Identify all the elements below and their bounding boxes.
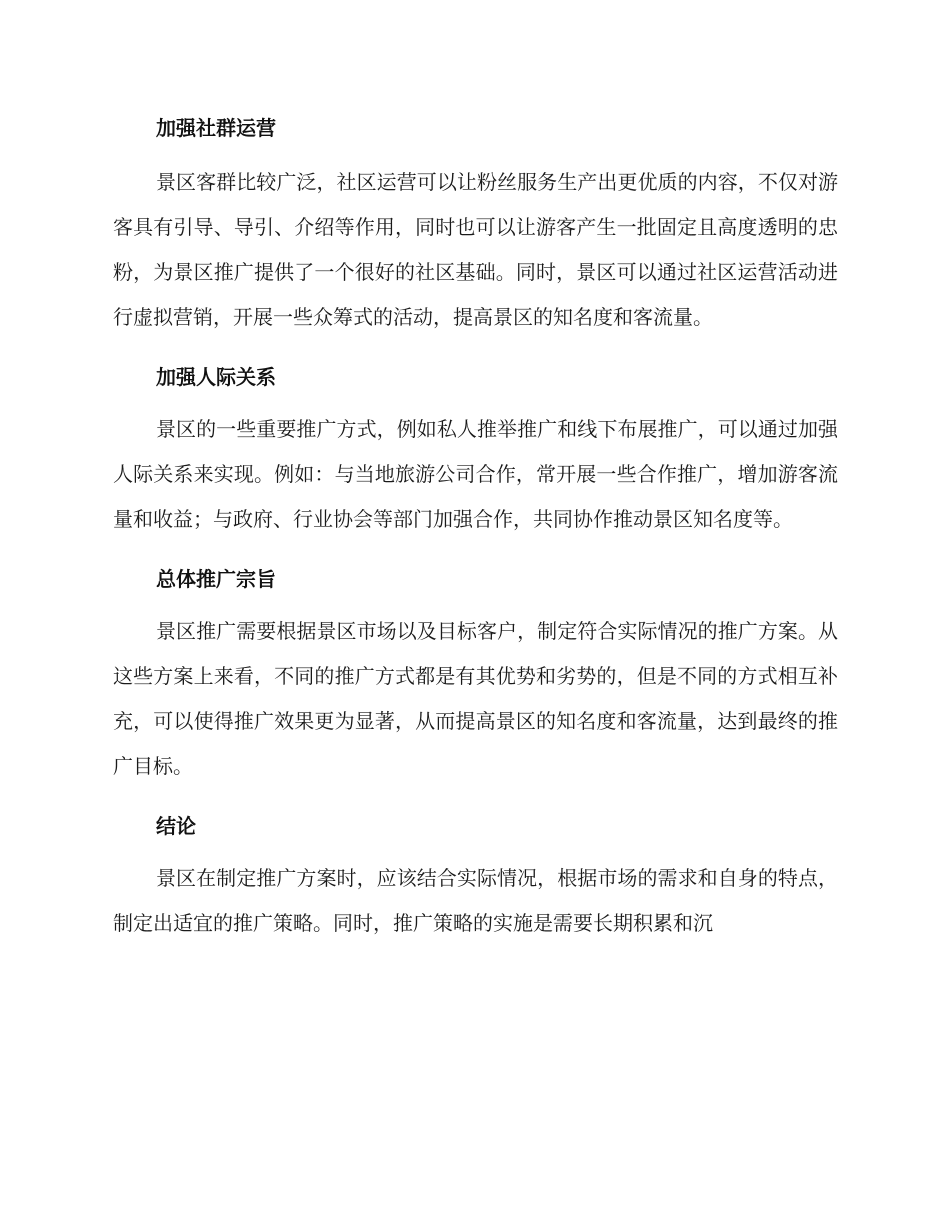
section-paragraph-conclusion: 景区在制定推广方案时，应该结合实际情况，根据市场的需求和自身的特点，制定出适宜的推广策略。同时，推广策略的实施是需要长期积累和沉 bbox=[113, 866, 838, 935]
section-heading-conclusion: 结论 bbox=[156, 814, 196, 838]
section-heading-overall-promotion-purpose: 总体推广宗旨 bbox=[156, 567, 276, 591]
section-heading-interpersonal-relations: 加强人际关系 bbox=[156, 365, 276, 389]
section-paragraph-interpersonal-relations: 景区的一些重要推广方式，例如私人推举推广和线下布展推广，可以通过加强人际关系来实现。例如：与当地旅游公司合作，常开展一些合作推广，增加游客流量和收益；与政府、行业协会等部门加强合作，共同协作推动景区知名度等。 bbox=[113, 417, 838, 531]
section-heading-community-operations: 加强社群运营 bbox=[156, 116, 276, 140]
section-paragraph-overall-promotion-purpose: 景区推广需要根据景区市场以及目标客户，制定符合实际情况的推广方案。从这些方案上来看，不同的推广方式都是有其优势和劣势的，但是不同的方式相互补充，可以使得推广效果更为显著，从而提高景区的知名度和客流量，达到最终的推广目标。 bbox=[113, 619, 838, 778]
section-paragraph-community-operations: 景区客群比较广泛，社区运营可以让粉丝服务生产出更优质的内容，不仅对游客具有引导、导引、介绍等作用，同时也可以让游客产生一批固定且高度透明的忠粉，为景区推广提供了一个很好的社区基础。同时，景区可以通过社区运营活动进行虚拟营销，开展一些众筹式的活动，提高景区的知名度和客流量。 bbox=[113, 170, 838, 329]
